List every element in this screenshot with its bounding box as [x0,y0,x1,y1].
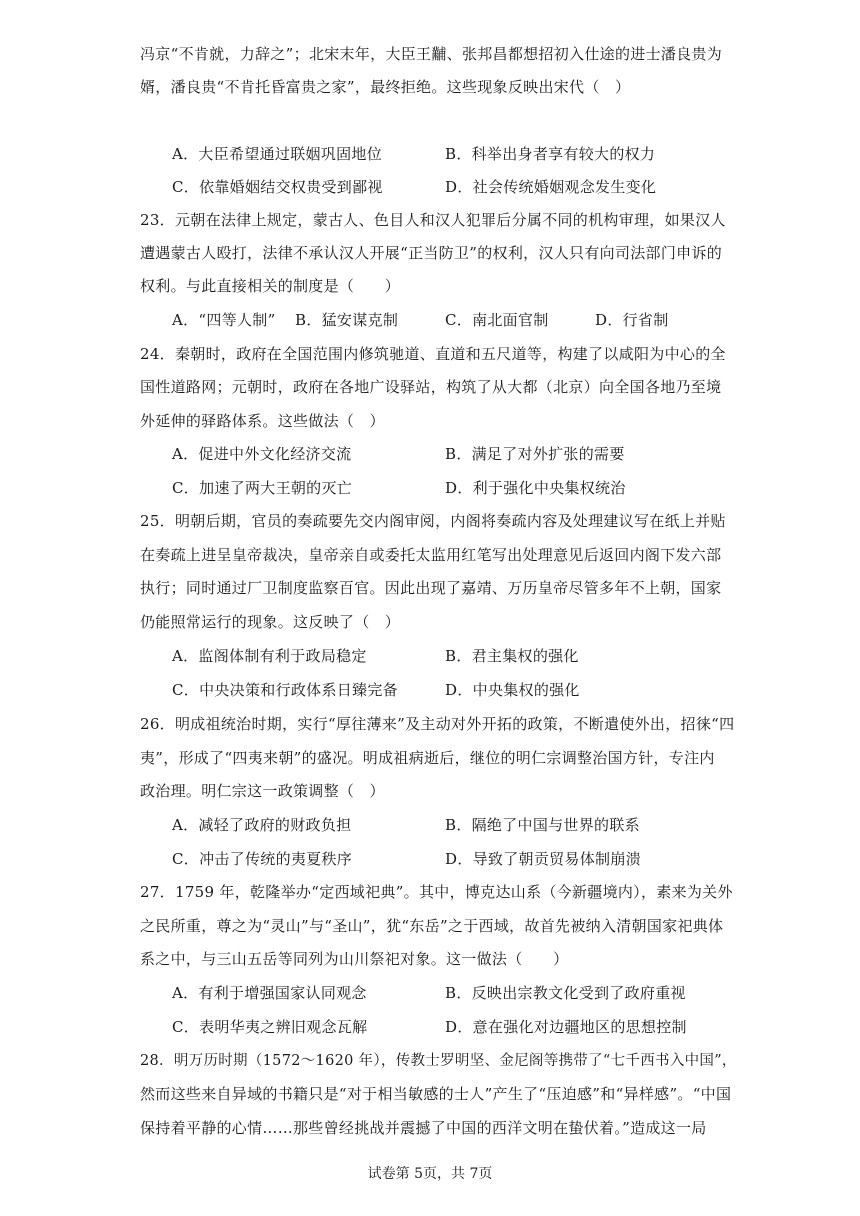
q26-line-1: 26．明成祖统治时期，实行“厚往薄来”及主动对外开拓的政策，不断遣使外出，招徕“四 [140,715,735,733]
q22-option-b: B．科举出身者享有较大的权力 [445,145,656,163]
q26-option-d: D．导致了朝贡贸易体制崩溃 [445,850,641,868]
q25-line-2: 在奏疏上进呈皇帝裁决，皇帝亲自或委托太监用红笔写出处理意见后返回内阁下发六部 [140,546,722,564]
q28-line-1: 28．明万历时期（1572～1620 年），传教士罗明坚、金尼阁等携带了“七千西书入中国”， [140,1053,737,1069]
q23-option-a: A．“四等人制” [172,311,276,329]
q28-line-3: 保持着平静的心情……那些曾经挑战并震撼了中国的西洋文明在蛰伏着。”造成这一局 [140,1119,707,1137]
page-footer: 试卷第 5页，共 7页 [367,1166,493,1182]
q27-option-d: D．意在强化对边疆地区的思想控制 [445,1018,687,1036]
q27-line-1: 27．1759 年，乾隆举办“定西域祀典”。其中，博克达山系（今新疆境内），素来为关外 [140,883,733,901]
q24-option-a: A．促进中外文化经济交流 [172,445,352,463]
q23-option-b: B．猛安谋克制 [295,311,399,329]
q23-option-c: C．南北面官制 [445,311,549,329]
q23-option-d: D．行省制 [595,311,669,329]
q23-line-2: 遭遇蒙古人殴打，法律不承认汉人开展“正当防卫”的权利，汉人只有向司法部门申诉的 [140,244,723,262]
q25-option-a: A．监阁体制有利于政局稳定 [172,647,367,665]
q25-line-4: 仍能照常运行的现象。这反映了（ ） [140,613,401,631]
q24-option-b: B．满足了对外扩张的需要 [445,445,625,463]
q25-line-3: 执行；同时通过厂卫制度监察百官。因此出现了嘉靖、万历皇帝尽管多年不上朝，国家 [140,579,722,597]
q22-line-1: 冯京“不肯就，力辞之”；北宋末年，大臣王黼、张邦昌都想招初入仕途的进士潘良贵为 [140,45,723,63]
q24-option-c: C．加速了两大王朝的灭亡 [172,479,353,497]
q28-line-2: 然而这些来自异域的书籍只是“对于相当敏感的士人”产生了“压迫感”和“异样感”。“中国 [140,1085,732,1103]
q26-option-c: C．冲击了传统的夷夏秩序 [172,850,353,868]
q27-line-2: 之民所重，尊之为“灵山”与“圣山”，犹“东岳”之于西域，故首先被纳入清朝国家祀典体 [140,917,724,935]
q27-line-3: 系之中，与三山五岳等同列为山川祭祀对象。这一做法（ ） [140,950,569,968]
q26-line-3: 政治理。明仁宗这一政策调整（ ） [140,782,385,800]
q24-line-1: 24．秦朝时，政府在全国范围内修筑驰道、直道和五尺道等，构建了以咸阳为中心的全 [140,345,726,363]
q26-option-b: B．隔绝了中国与世界的联系 [445,816,640,834]
q23-line-1: 23．元朝在法律上规定，蒙古人、色目人和汉人犯罪后分属不同的机构审理，如果汉人 [140,211,726,229]
q27-option-b: B．反映出宗教文化受到了政府重视 [445,984,686,1002]
q24-option-d: D．利于强化中央集权统治 [445,479,626,497]
q25-option-c: C．中央决策和行政体系日臻完备 [172,681,398,699]
q23-line-3: 权利。与此直接相关的制度是（ ） [140,277,401,295]
q25-option-d: D．中央集权的强化 [445,681,580,699]
q22-option-d: D．社会传统婚姻观念发生变化 [445,178,657,196]
q22-option-a: A．大臣希望通过联姻巩固地位 [172,145,383,163]
q22-option-c: C．依靠婚姻结交权贵受到鄙视 [172,178,383,196]
q25-line-1: 25．明朝后期，官员的奏疏要先交内阁审阅，内阁将奏疏内容及处理建议写在纸上并贴 [140,512,726,530]
q27-option-c: C．表明华夷之辨旧观念瓦解 [172,1018,368,1036]
q22-line-2: 婿，潘良贵“不肯托昏富贵之家”，最终拒绝。这些现象反映出宋代（ ） [140,78,631,96]
q25-option-b: B．君主集权的强化 [445,647,579,665]
q27-option-a: A．有利于增强国家认同观念 [172,984,367,1002]
q26-option-a: A．减轻了政府的财政负担 [172,816,352,834]
q24-line-2: 国性道路网；元朝时，政府在各地广设驿站，构筑了从大都（北京）向全国各地乃至境 [140,378,722,396]
q24-line-3: 外延伸的驿路体系。这些做法（ ） [140,412,385,430]
q26-line-2: 夷”，形成了“四夷来朝”的盛况。明成祖病逝后，继位的明仁宗调整治国方针，专注内 [140,749,715,767]
